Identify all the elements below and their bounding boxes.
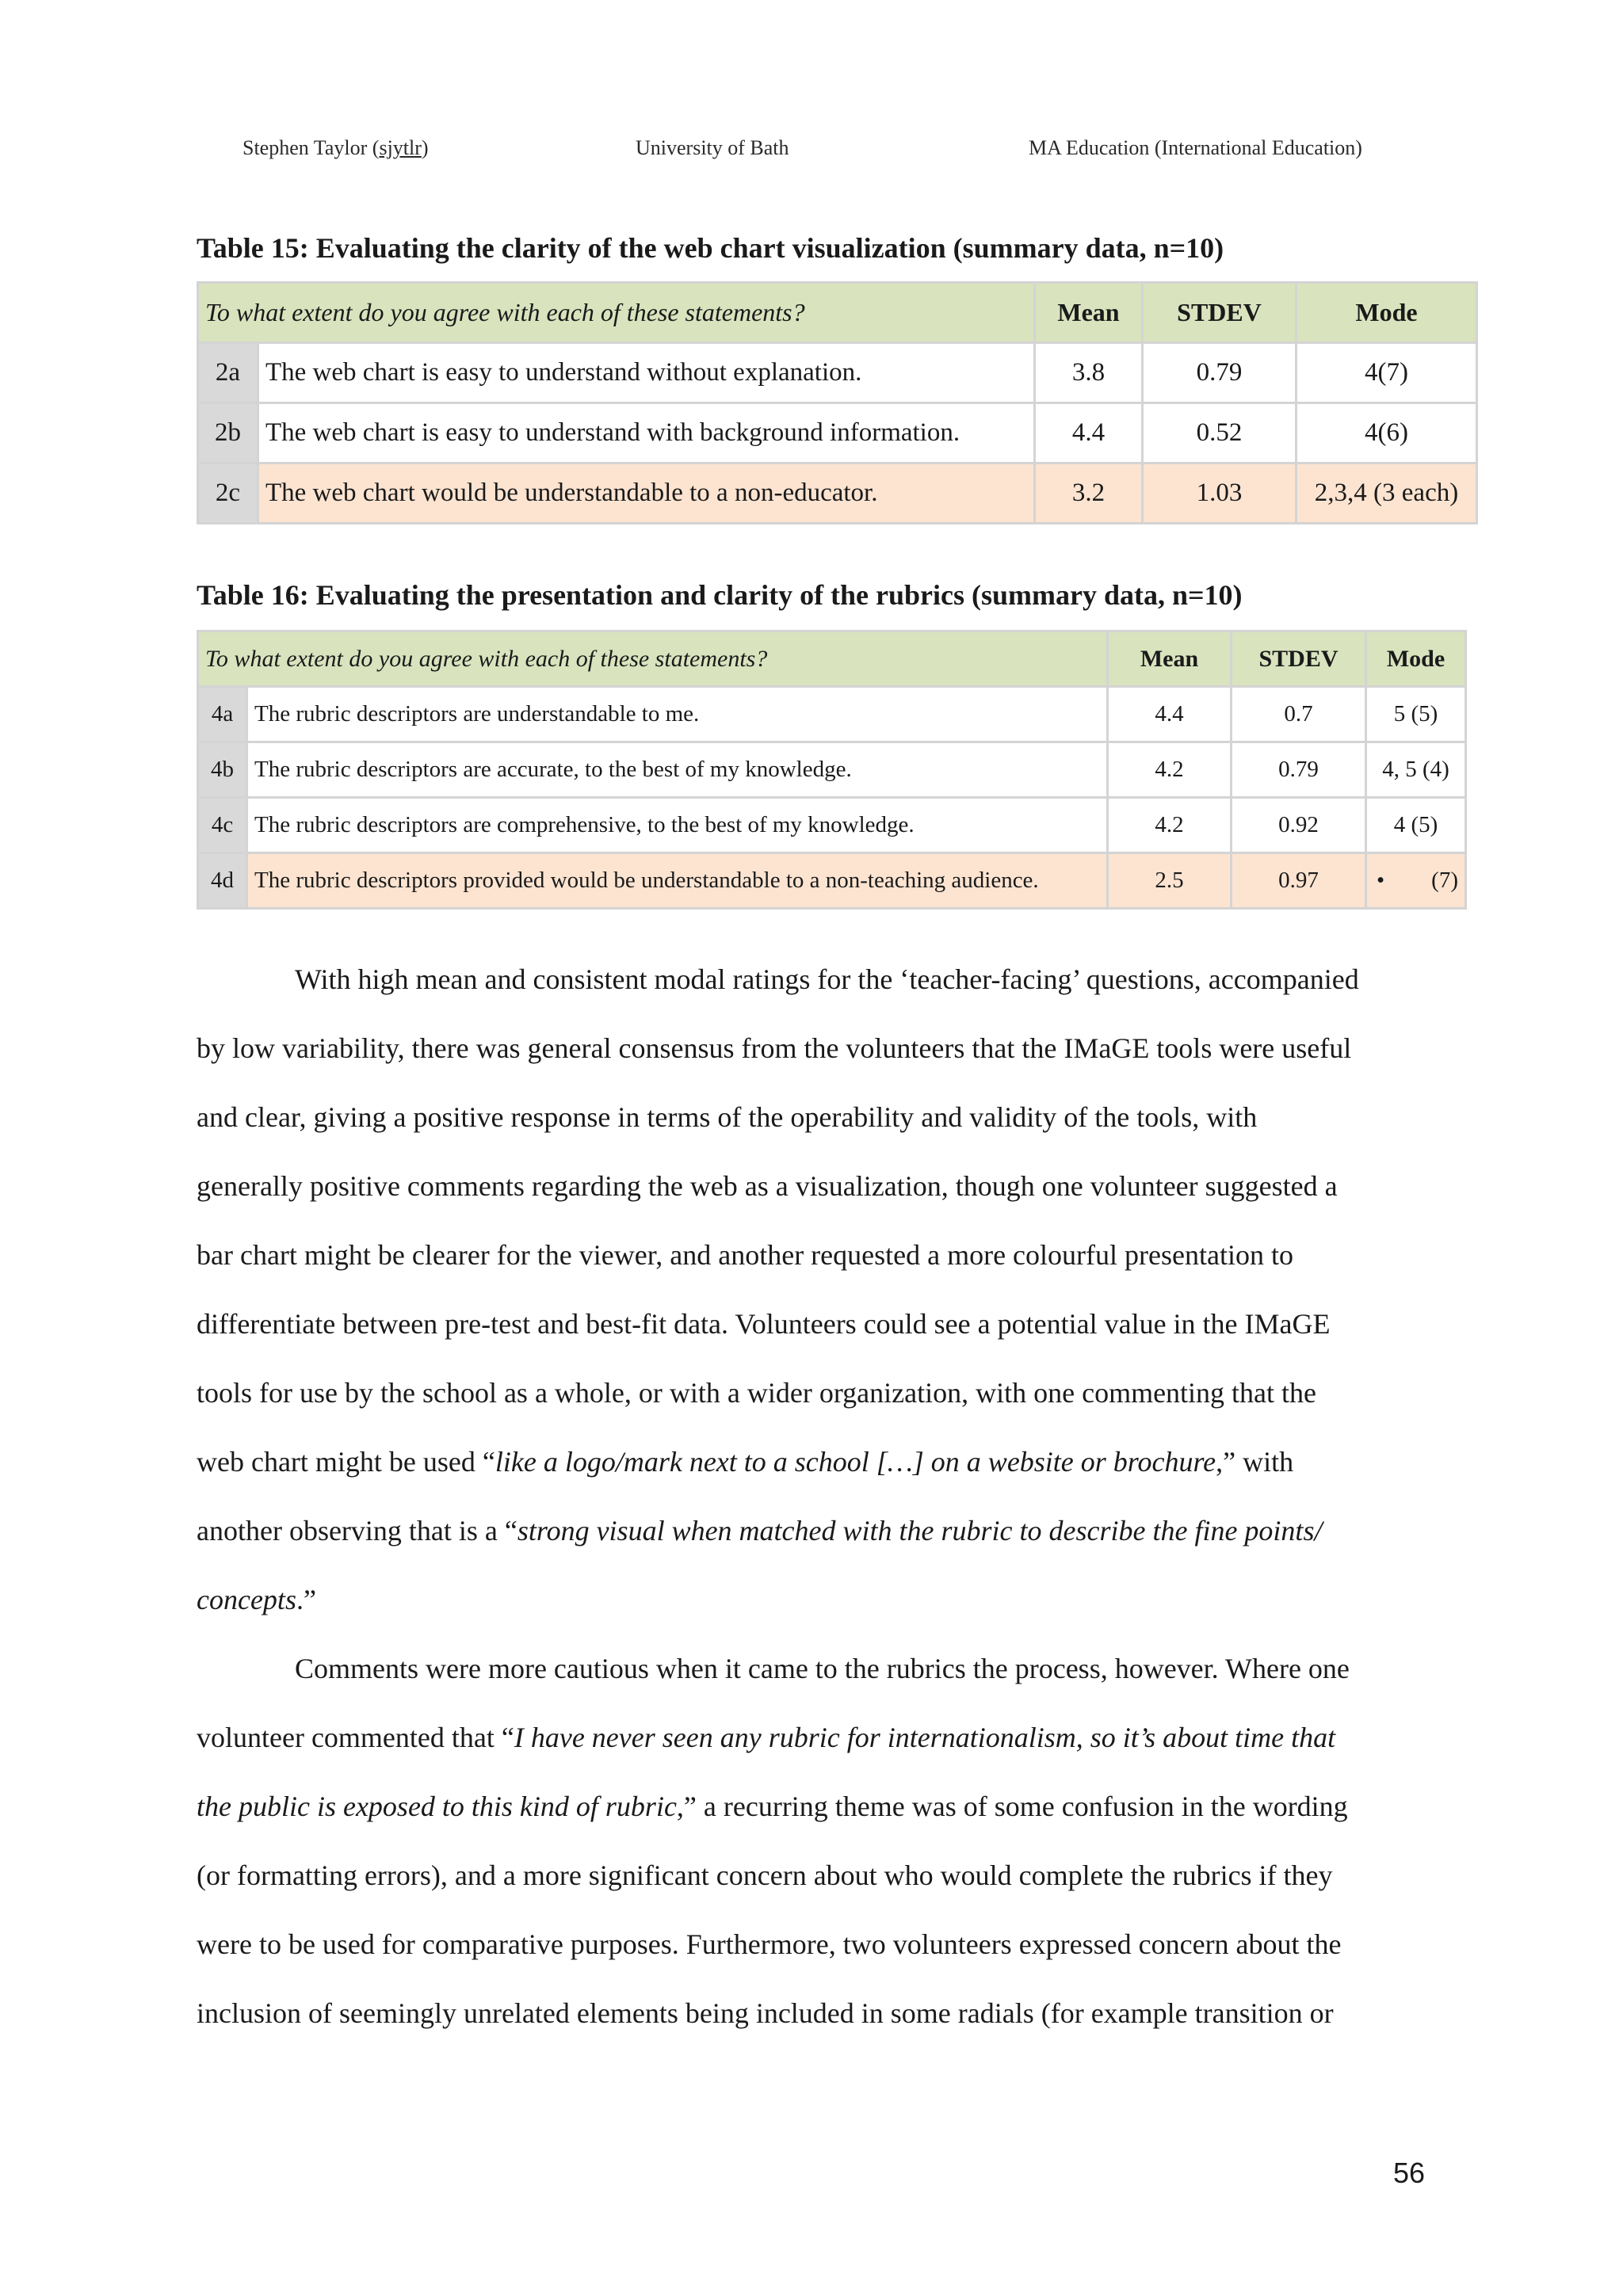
paragraph-line: the public is exposed to this kind of rubric,” a recurring theme was of some confusion in the wording	[197, 1791, 1348, 1822]
paragraph-line: generally positive comments regarding the web as a visualization, though one volunteer suggested a	[197, 1170, 1338, 1202]
header-programme: MA Education (International Education)	[1029, 136, 1362, 159]
row-mode	[1366, 853, 1466, 909]
row-mode: 4 (5)	[1366, 798, 1466, 853]
row-id: 4c	[198, 798, 247, 853]
table-header-row	[198, 631, 1466, 687]
table-row	[198, 343, 1477, 403]
quote: the public is exposed to this kind of rubric	[197, 1791, 677, 1822]
header-author: Stephen Taylor (sjytlr)	[242, 136, 429, 159]
bullet-icon: •	[1377, 868, 1385, 893]
paragraph-line: another observing that is a “strong visual when matched with the rubric to describe the fine points/	[197, 1515, 1323, 1547]
quote: concepts	[197, 1584, 296, 1615]
row-statement: The web chart is easy to understand with background information.	[258, 403, 1035, 463]
column-header-mode: Mode	[1366, 631, 1466, 687]
column-header-stdev: STDEV	[1232, 631, 1366, 687]
row-stdev: 0.7	[1232, 687, 1366, 742]
question-header: To what extent do you agree with each of these statements?	[198, 631, 1108, 687]
quote: I have never seen any rubric for internationalism, so it’s about time that	[514, 1722, 1336, 1753]
paragraph-line: concepts.”	[197, 1584, 316, 1615]
table-15-caption: Table 15: Evaluating the clarity of the web chart visualization (summary data, n=10)	[197, 232, 1224, 264]
table-row-highlighted	[198, 463, 1477, 524]
paragraph-line: and clear, giving a positive response in terms of the operability and validity of the tools, with	[197, 1101, 1258, 1133]
row-stdev: 0.52	[1143, 403, 1296, 463]
row-id: 4d	[198, 853, 247, 909]
header-institution: University of Bath	[636, 136, 789, 159]
table-row	[198, 687, 1466, 742]
row-mean: 4.4	[1035, 403, 1143, 463]
row-statement: The rubric descriptors are accurate, to the best of my knowledge.	[247, 742, 1108, 798]
row-stdev: 1.03	[1143, 463, 1296, 524]
row-statement: The rubric descriptors are understandable to me.	[247, 687, 1108, 742]
table-row	[198, 403, 1477, 463]
author-id: sjytlr	[379, 136, 422, 159]
table-15	[197, 281, 1478, 524]
question-header: To what extent do you agree with each of these statements?	[198, 283, 1035, 343]
row-mean: 4.4	[1108, 687, 1232, 742]
paragraph-line: inclusion of seemingly unrelated elements being included in some radials (for example transition or	[197, 1997, 1334, 2029]
row-id: 2b	[198, 403, 258, 463]
column-header-mode: Mode	[1296, 283, 1477, 343]
paragraph-line: were to be used for comparative purposes. Furthermore, two volunteers expressed concern about the	[197, 1928, 1342, 1960]
quote: like a logo/mark next to a school […] on a website or brochure	[495, 1446, 1216, 1478]
row-mode: 5 (5)	[1366, 687, 1466, 742]
column-header-mean: Mean	[1108, 631, 1232, 687]
row-mean: 3.8	[1035, 343, 1143, 403]
quote: strong visual when matched with the rubric to describe the fine points/	[517, 1515, 1323, 1547]
row-statement: The web chart would be understandable to a non-educator.	[258, 463, 1035, 524]
table-16	[197, 630, 1467, 910]
row-id: 2a	[198, 343, 258, 403]
row-mean: 4.2	[1108, 798, 1232, 853]
paragraph-line: With high mean and consistent modal ratings for the ‘teacher-facing’ questions, accompanied	[295, 963, 1359, 995]
paragraph-line: differentiate between pre-test and best-fit data. Volunteers could see a potential value in the IMaGE	[197, 1308, 1331, 1340]
table-row-highlighted	[198, 853, 1466, 909]
row-mode: 4, 5 (4)	[1366, 742, 1466, 798]
table-row	[198, 798, 1466, 853]
row-mode: 2,3,4 (3 each)	[1296, 463, 1477, 524]
table-header-row	[198, 283, 1477, 343]
paragraph-line: bar chart might be clearer for the viewer, and another requested a more colourful presentation to	[197, 1239, 1293, 1271]
row-statement: The web chart is easy to understand without explanation.	[258, 343, 1035, 403]
column-header-mean: Mean	[1035, 283, 1143, 343]
row-statement: The rubric descriptors provided would be understandable to a non-teaching audience.	[247, 853, 1108, 909]
row-mean: 2.5	[1108, 853, 1232, 909]
table-row	[198, 742, 1466, 798]
row-stdev: 0.79	[1232, 742, 1366, 798]
paragraph-line: Comments were more cautious when it came to the rubrics the process, however. Where one	[295, 1653, 1350, 1684]
row-stdev: 0.79	[1143, 343, 1296, 403]
paragraph-line: (or formatting errors), and a more significant concern about who would complete the rubrics if they	[197, 1859, 1333, 1891]
paragraph-line: tools for use by the school as a whole, or with a wider organization, with one commenting that the	[197, 1377, 1317, 1409]
row-mode: 4(6)	[1296, 403, 1477, 463]
column-header-stdev: STDEV	[1143, 283, 1296, 343]
row-mean: 4.2	[1108, 742, 1232, 798]
paragraph-line: by low variability, there was general consensus from the volunteers that the IMaGE tools were useful	[197, 1032, 1352, 1064]
row-mode: 4(7)	[1296, 343, 1477, 403]
table-16-caption: Table 16: Evaluating the presentation and clarity of the rubrics (summary data, n=10)	[197, 579, 1243, 611]
row-id: 4a	[198, 687, 247, 742]
body-text	[197, 945, 1496, 2048]
row-id: 2c	[198, 463, 258, 524]
paragraph-line: volunteer commented that “I have never seen any rubric for internationalism, so it’s about time that	[197, 1722, 1336, 1753]
row-stdev: 0.92	[1232, 798, 1366, 853]
row-statement: The rubric descriptors are comprehensive, to the best of my knowledge.	[247, 798, 1108, 853]
row-id: 4b	[198, 742, 247, 798]
page-number: 56	[1393, 2157, 1426, 2189]
row-mean: 3.2	[1035, 463, 1143, 524]
mode-value: (7)	[1431, 868, 1458, 893]
row-stdev: 0.97	[1232, 853, 1366, 909]
paragraph-line: web chart might be used “like a logo/mark next to a school […] on a website or brochure,” with	[197, 1446, 1294, 1478]
